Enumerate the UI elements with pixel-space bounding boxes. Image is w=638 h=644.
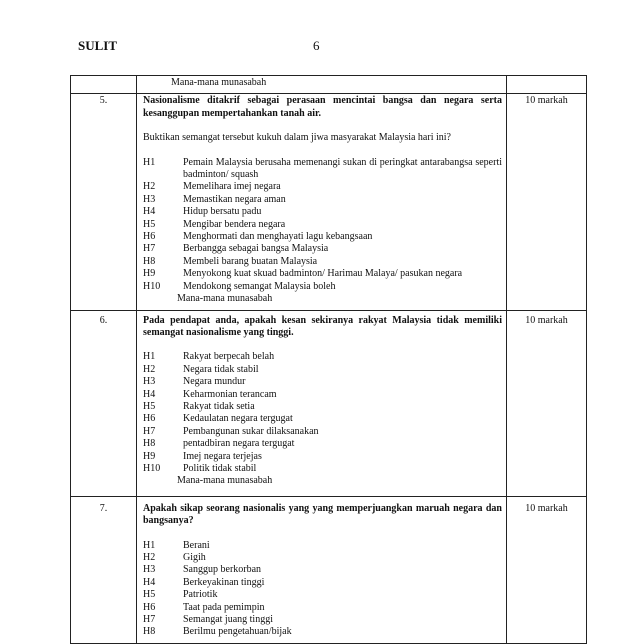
list-item: H1 Berani — [143, 539, 210, 551]
list-item: H6 Menghormati dan menghayati lagu kebangsaan — [143, 231, 373, 243]
answer-points — [143, 351, 502, 487]
list-item: H1 Rakyat berpecah belah — [143, 351, 275, 363]
list-item: H3 Sanggup berkorban — [143, 564, 262, 576]
carryover-text: Mana-mana munasabah — [171, 77, 267, 88]
list-item: H6 Taat pada pemimpin — [143, 601, 265, 613]
marks-label: 10 markah — [525, 502, 568, 514]
question-row-6 — [71, 310, 587, 496]
list-item: H5 Mengibar bendera negara — [143, 218, 286, 230]
list-item: H4 Hidup bersatu padu — [143, 206, 262, 218]
list-item: H9 Menyokong kuat skuad badminton/ Harimau Malaya/ pasukan negara — [143, 268, 463, 280]
list-item: H10 Politik tidak stabil — [143, 462, 257, 474]
answer-points — [143, 157, 502, 306]
question-row-7 — [71, 496, 587, 643]
question-number: 5. — [99, 95, 108, 107]
list-item: H6 Kedaulatan negara tergugat — [143, 413, 293, 425]
list-item: H8 pentadbiran negara tergugat — [143, 438, 295, 450]
list-item: H3 Negara mundur — [143, 376, 246, 388]
list-item: H4 Keharmonian terancam — [143, 388, 277, 400]
list-item: H8 Berilmu pengetahuan/bijak — [143, 626, 292, 638]
question-text: Apakah sikap seorang nasionalis yang yang memperjuangkan maruah negara dan bangsanya? — [143, 502, 502, 527]
page-header — [0, 38, 638, 58]
list-item: H3 Memastikan negara aman — [143, 193, 286, 205]
carryover-row — [71, 76, 587, 94]
document-classification: SULIT — [78, 38, 118, 53]
question-number: 6. — [99, 314, 108, 326]
other-answer-note: Mana-mana munasabah — [177, 475, 273, 487]
other-answer-note: Mana-mana munasabah — [177, 293, 273, 305]
list-item: H5 Rakyat tidak setia — [143, 400, 255, 412]
list-item: H2 Memelihara imej negara — [143, 181, 281, 193]
question-number: 7. — [99, 502, 108, 514]
question-row-5 — [71, 94, 587, 310]
marks-label: 10 markah — [525, 314, 568, 326]
list-item: H2 Gigih — [143, 552, 206, 563]
question-text: Pada pendapat anda, apakah kesan sekiranya rakyat Malaysia tidak memiliki semangat nasionalisme yang tinggi. — [143, 314, 502, 338]
list-item: H2 Negara tidak stabil — [143, 363, 259, 375]
list-item: H4 Berkeyakinan tinggi — [143, 576, 265, 588]
list-item: H10 Mendokong semangat Malaysia boleh — [143, 280, 336, 292]
question-text: Nasionalisme ditakrif sebagai perasaan mencintai bangsa dan negara serta kesanggupan mempertahankan tanah air. — [143, 95, 502, 119]
marks-label: 10 markah — [525, 95, 568, 107]
list-item: H7 Berbangga sebagai bangsa Malaysia — [143, 243, 329, 255]
list-item: H1 Pemain Malaysia berusaha memenangi sukan di peringkat antarabangsa seperti badminton/ squash — [143, 156, 502, 181]
page-number: 6 — [313, 38, 320, 53]
list-item: H5 Patriotik — [143, 589, 218, 601]
question-instruction: Buktikan semangat tersebut kukuh dalam jiwa masyarakat Malaysia hari ini? — [143, 132, 451, 144]
answer-scheme-table — [70, 75, 587, 644]
answer-points — [143, 540, 502, 639]
list-item: H7 Pembangunan sukar dilaksanakan — [143, 425, 319, 437]
list-item: H8 Membeli barang buatan Malaysia — [143, 255, 318, 267]
list-item: H9 Imej negara terjejas — [143, 450, 262, 462]
list-item: H7 Semangat juang tinggi — [143, 614, 273, 626]
